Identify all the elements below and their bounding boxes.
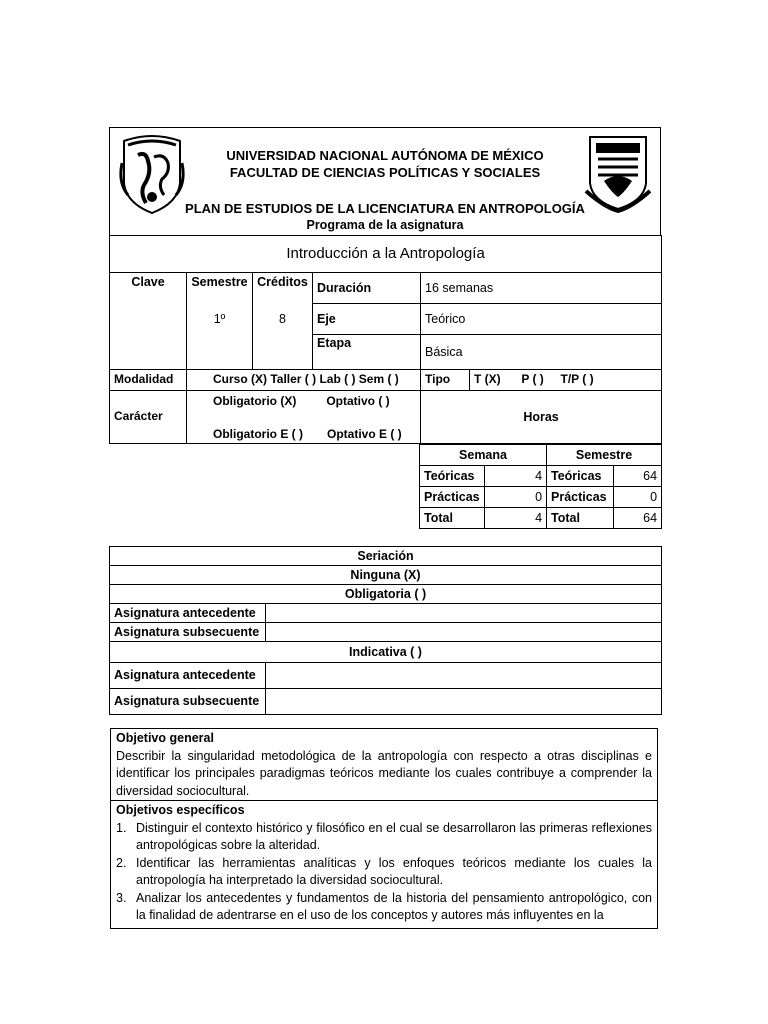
horas-label: Horas bbox=[421, 391, 662, 444]
duracion-label: Duración bbox=[313, 273, 421, 304]
optativo-option: Optativo ( ) bbox=[326, 394, 390, 408]
list-item: 3. Analizar los antecedentes y fundamentos de la historia del pensamiento antropológico, con la finalidad de adentrarse en el uso de los conceptos y autores más influyentes en la bbox=[116, 890, 652, 922]
course-info-table bbox=[109, 235, 662, 444]
semestre-value: 1º bbox=[187, 304, 253, 335]
asignatura-subsecuente-label: Asignatura subsecuente bbox=[110, 689, 266, 715]
hours-row-label: Prácticas bbox=[547, 487, 614, 508]
seriacion-table bbox=[109, 546, 662, 715]
modalidad-value: Curso (X) Taller ( ) Lab ( ) Sem ( ) bbox=[187, 370, 421, 391]
objetivos-especificos bbox=[111, 800, 657, 925]
course-title: Introducción a la Antropología bbox=[110, 236, 662, 273]
objetivos-list bbox=[116, 820, 652, 925]
hours-row-label: Prácticas bbox=[420, 487, 485, 508]
objetivo-general-label: Objetivo general bbox=[116, 731, 214, 745]
eje-label: Eje bbox=[313, 304, 421, 335]
objetivo-general bbox=[111, 729, 657, 800]
list-item: 1. Distinguir el contexto histórico y filosófico en el cual se desarrollaron las primeras reflexiones antropológicas sobre la alteridad. bbox=[116, 820, 652, 852]
document-header bbox=[109, 127, 661, 235]
hours-row-label: Teóricas bbox=[420, 466, 485, 487]
tipo-t: T (X) bbox=[474, 372, 501, 387]
clave-label: Clave bbox=[110, 273, 187, 304]
asignatura-antecedente-value bbox=[266, 604, 662, 623]
seriacion-indicativa: Indicativa ( ) bbox=[110, 642, 662, 663]
asignatura-antecedente-label: Asignatura antecedente bbox=[110, 663, 266, 689]
caracter-options bbox=[187, 391, 421, 444]
tipo-options bbox=[470, 370, 662, 391]
tipo-tp: T/P ( ) bbox=[560, 372, 594, 387]
obligatorio-option: Obligatorio (X) bbox=[213, 394, 297, 408]
hours-semestre-value: 64 bbox=[614, 508, 662, 529]
program-subtitle: Programa de la asignatura bbox=[306, 218, 464, 232]
hours-table bbox=[419, 444, 662, 529]
caracter-label: Carácter bbox=[110, 391, 187, 444]
university-name: UNIVERSIDAD NACIONAL AUTÓNOMA DE MÉXICO bbox=[226, 148, 544, 163]
asignatura-subsecuente-value bbox=[266, 623, 662, 642]
optativo-e-option: Optativo E ( ) bbox=[327, 427, 402, 441]
asignatura-antecedente-label: Asignatura antecedente bbox=[110, 604, 266, 623]
obligatorio-e-option: Obligatorio E ( ) bbox=[213, 427, 303, 441]
hours-semestre-value: 0 bbox=[614, 487, 662, 508]
hours-row-label: Total bbox=[547, 508, 614, 529]
eje-value: Teórico bbox=[421, 304, 662, 335]
creditos-label: Créditos bbox=[253, 273, 313, 304]
hours-semana-value: 4 bbox=[485, 508, 547, 529]
faculty-seal-icon bbox=[584, 131, 652, 213]
semana-header: Semana bbox=[420, 445, 547, 466]
hours-semana-value: 4 bbox=[485, 466, 547, 487]
seriacion-title: Seriación bbox=[110, 547, 662, 566]
semestre-header: Semestre bbox=[547, 445, 662, 466]
objetivos-especificos-label: Objetivos específicos bbox=[116, 803, 245, 817]
objectives-section bbox=[110, 728, 658, 929]
seriacion-obligatoria: Obligatoria ( ) bbox=[110, 585, 662, 604]
plan-title: PLAN DE ESTUDIOS DE LA LICENCIATURA EN ANTROPOLOGÍA bbox=[185, 201, 585, 216]
hours-row-label: Teóricas bbox=[547, 466, 614, 487]
seriacion-ninguna: Ninguna (X) bbox=[110, 566, 662, 585]
faculty-name: FACULTAD DE CIENCIAS POLÍTICAS Y SOCIALES bbox=[229, 165, 541, 180]
duracion-value: 16 semanas bbox=[421, 273, 662, 304]
etapa-value: Básica bbox=[421, 335, 662, 370]
asignatura-subsecuente-label: Asignatura subsecuente bbox=[110, 623, 266, 642]
hours-semestre-value: 64 bbox=[614, 466, 662, 487]
objetivo-general-text: Describir la singularidad metodológica de la antropología con respecto a otras disciplinas e identificar los principales paradigmas teóricos mediante los cuales contribuye a comprender la diversidad sociocultural. bbox=[116, 748, 652, 798]
list-item: 2. Identificar las herramientas analíticas y los enfoques teóricos mediante los cuales la antropología ha interpretado la diversidad sociocultural. bbox=[116, 855, 652, 887]
etapa-label: Etapa bbox=[313, 335, 421, 370]
hours-row-label: Total bbox=[420, 508, 485, 529]
tipo-p: P ( ) bbox=[521, 372, 544, 387]
asignatura-antecedente-value bbox=[266, 663, 662, 689]
asignatura-subsecuente-value bbox=[266, 689, 662, 715]
creditos-value: 8 bbox=[253, 304, 313, 335]
clave-value bbox=[110, 304, 187, 335]
modalidad-label: Modalidad bbox=[110, 370, 187, 391]
semestre-label: Semestre bbox=[187, 273, 253, 304]
hours-semana-value: 0 bbox=[485, 487, 547, 508]
tipo-label: Tipo bbox=[421, 370, 470, 391]
